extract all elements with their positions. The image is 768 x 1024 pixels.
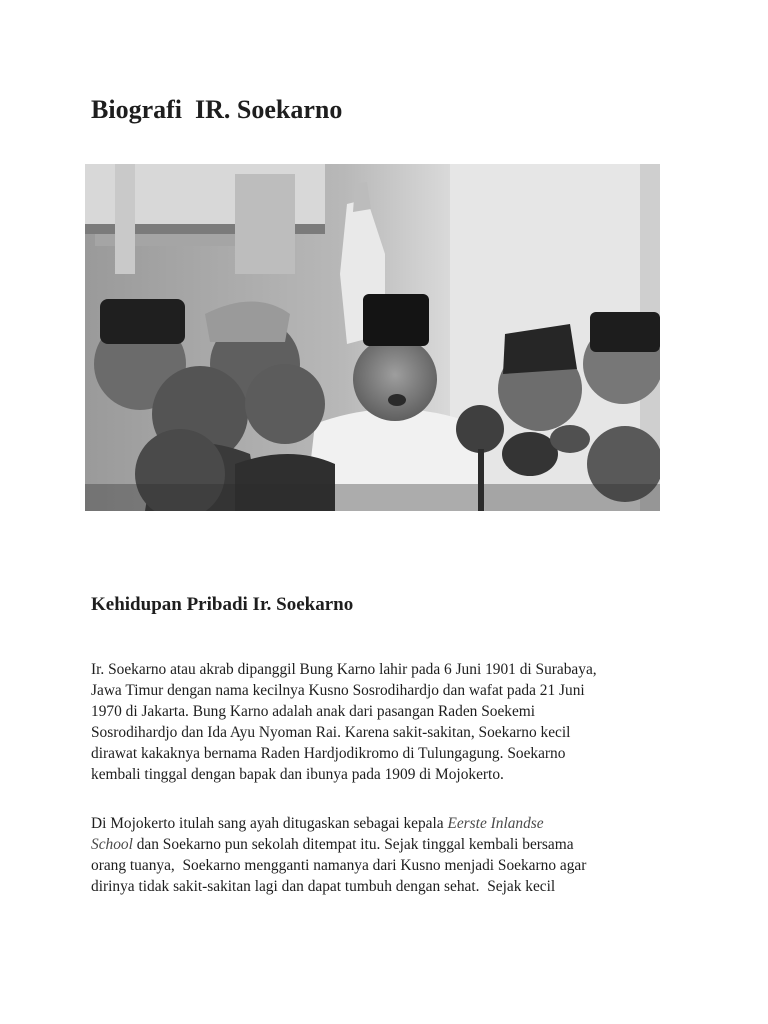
paragraph-line: Sosrodihardjo dan Ida Ayu Nyoman Rai. Karena sakit-sakitan, Soekarno kecil <box>91 724 571 741</box>
school-name-italic-cont: School <box>91 836 133 853</box>
paragraph-line <box>91 834 691 855</box>
section-heading: Kehidupan Pribadi Ir. Soekarno <box>91 594 354 615</box>
paragraph-line: 1970 di Jakarta. Bung Karno adalah anak dari pasangan Raden Soekemi <box>91 703 536 720</box>
paragraph-line: orang tuanya, Soekarno mengganti namanya dari Kusno menjadi Soekarno agar <box>91 857 587 874</box>
paragraph-line: kembali tinggal dengan bapak dan ibunya pada 1909 di Mojokerto. <box>91 766 504 783</box>
page-title: Biografi IR. Soekarno <box>91 95 343 124</box>
paragraph-line: dirawat kakaknya bernama Raden Hardjodikromo di Tulungagung. Soekarno <box>91 745 566 762</box>
line-suffix: dan Soekarno pun sekolah ditempat itu. Sejak tinggal kembali bersama <box>132 836 574 853</box>
paragraph-mojokerto <box>91 813 691 897</box>
paragraph-line: Jawa Timur dengan nama kecilnya Kusno Sosrodihardjo dan wafat pada 21 Juni <box>91 682 585 699</box>
paragraph-line <box>91 813 691 834</box>
paragraph-line: Ir. Soekarno atau akrab dipanggil Bung Karno lahir pada 6 Juni 1901 di Surabaya, <box>91 661 597 678</box>
line-prefix: Di Mojokerto itulah sang ayah ditugaskan sebagai kepala <box>91 815 448 832</box>
school-name-italic: Eerste Inlandse <box>447 815 544 832</box>
soekarno-photo <box>85 164 660 511</box>
paragraph-birth <box>91 659 691 785</box>
paragraph-line: dirinya tidak sakit-sakitan lagi dan dapat tumbuh dengan sehat. Sejak kecil <box>91 878 556 895</box>
